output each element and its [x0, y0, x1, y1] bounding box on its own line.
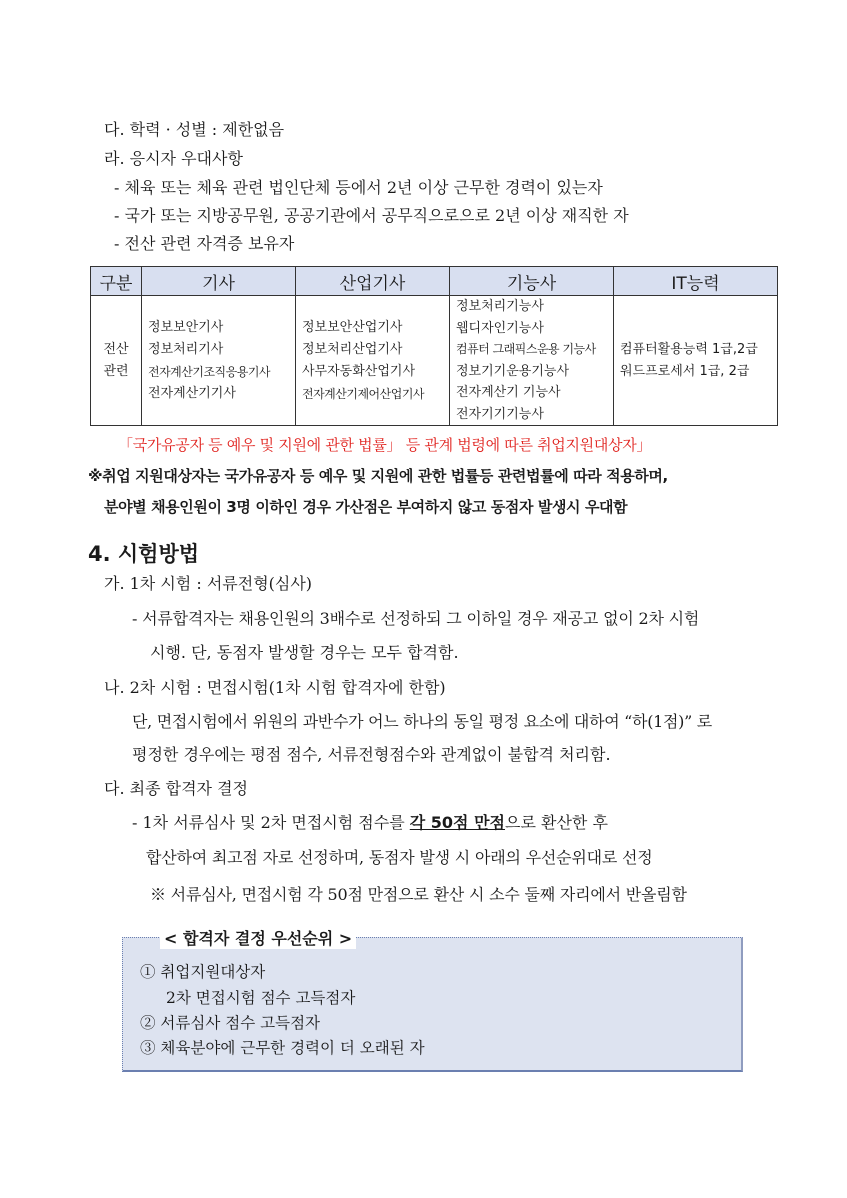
cert-item: 정보처리기사	[148, 341, 224, 357]
cert-item: 정보처리산업기사	[302, 341, 403, 357]
table-row	[91, 296, 778, 426]
education-requirement: 다. 학력 · 성별 : 제한없음	[104, 120, 285, 139]
final-decision-line-1	[132, 813, 608, 833]
header-sanup-gisa: 산업기사	[296, 267, 450, 296]
cert-item: 워드프로세서 1급, 2급	[620, 363, 750, 379]
row-label-cell	[91, 296, 142, 426]
priority-item-1-sub: 2차 면접시험 점수 고득점자	[166, 989, 356, 1007]
second-exam-line-1: 단, 면접시험에서 위원의 과반수가 어느 하나의 동일 평정 요소에 대하여 “하(1점)” 로	[132, 712, 712, 731]
cert-item: 전자계산기조직응용기사	[148, 364, 271, 379]
cert-item: 전자계산기제어산업기사	[302, 386, 425, 401]
priority-title: < 합격자 결정 우선순위 >	[160, 929, 356, 949]
priority-item-3: ③ 체육분야에 근무한 경력이 더 오래된 자	[140, 1039, 425, 1057]
preference-item-2: - 국가 또는 지방공무원, 공공기관에서 공무직으로으로 2년 이상 재직한 자	[114, 206, 629, 225]
cert-item: 사무자동화산업기사	[302, 363, 416, 379]
support-note-line-2: 분야별 채용인원이 3명 이하인 경우 가산점은 부여하지 않고 동점자 발생시 우대함	[104, 498, 628, 516]
first-exam-line-2: 시행. 단, 동점자 발생할 경우는 모두 합격함.	[150, 643, 459, 662]
sanup-cell	[296, 296, 450, 426]
final-decision-line-2: 합산하여 최고점 자로 선정하며, 동점자 발생 시 아래의 우선순위대로 선정	[146, 848, 653, 867]
support-note-line-1: ※취업 지원대상자는 국가유공자 등 예우 및 지원에 관한 법률등 관련법률에 따라 적용하며,	[88, 467, 668, 485]
cert-item: 정보기기운용기능사	[456, 363, 570, 379]
header-it-ability: IT능력	[614, 267, 778, 296]
law-note: 「국가유공자 등 예우 및 지원에 관한 법률」 등 관계 법령에 따른 취업지원대상자」	[118, 436, 652, 454]
gineung-cell	[450, 296, 614, 426]
table-header-row	[91, 267, 778, 296]
certification-table	[90, 266, 778, 426]
first-exam-line-1: - 서류합격자는 채용인원의 3배수로 선정하되 그 이하일 경우 재공고 없이 2차 시험	[132, 609, 700, 628]
cert-item: 웹디자인기능사	[456, 320, 544, 336]
cert-item: 전자계산기 기능사	[456, 385, 561, 400]
header-gineungsa: 기능사	[450, 267, 614, 296]
section-title: 4. 시험방법	[88, 542, 200, 566]
gisa-cell	[142, 296, 296, 426]
cert-item: 전자계산기기사	[148, 385, 236, 401]
cert-item: 전자기기기능사	[456, 406, 544, 422]
preference-heading: 라. 응시자 우대사항	[104, 149, 243, 168]
final-decision-heading: 다. 최종 합격자 결정	[104, 779, 248, 798]
second-exam-heading: 나. 2차 시험 : 면접시험(1차 시험 합격자에 한함)	[104, 678, 446, 697]
full-score-highlight: 각 50점 만점	[409, 813, 505, 832]
cert-item: 정보보안산업기사	[302, 319, 403, 335]
final-line-prefix: - 1차 서류심사 및 2차 면접시험 점수를	[132, 813, 410, 832]
priority-item-2: ② 서류심사 점수 고득점자	[140, 1014, 321, 1032]
second-exam-line-2: 평정한 경우에는 평점 점수, 서류전형점수와 관계없이 불합격 처리함.	[132, 745, 611, 764]
first-exam-heading: 가. 1차 시험 : 서류전형(심사)	[104, 574, 313, 593]
preference-item-1: - 체육 또는 체육 관련 법인단체 등에서 2년 이상 근무한 경력이 있는자	[114, 178, 603, 197]
header-category: 구분	[91, 267, 142, 296]
cert-item: 컴퓨터 그래픽스운용 기능사	[456, 342, 596, 356]
rounding-note: ※ 서류심사, 면접시험 각 50점 만점으로 환산 시 소수 둘째 자리에서 반올림함	[150, 885, 687, 904]
header-gisa: 기사	[142, 267, 296, 296]
cert-item: 정보보안기사	[148, 319, 224, 335]
priority-item-1: ① 취업지원대상자	[140, 963, 266, 981]
cert-item: 정보처리기능사	[456, 299, 544, 314]
cert-item: 컴퓨터활용능력 1급,2급	[620, 341, 758, 357]
final-line-suffix: 으로 환산한 후	[505, 813, 608, 832]
row-label-line: 전산	[103, 341, 129, 357]
row-label-line: 관련	[103, 363, 129, 379]
it-cell	[614, 296, 778, 426]
preference-item-3: - 전산 관련 자격증 보유자	[114, 234, 295, 253]
